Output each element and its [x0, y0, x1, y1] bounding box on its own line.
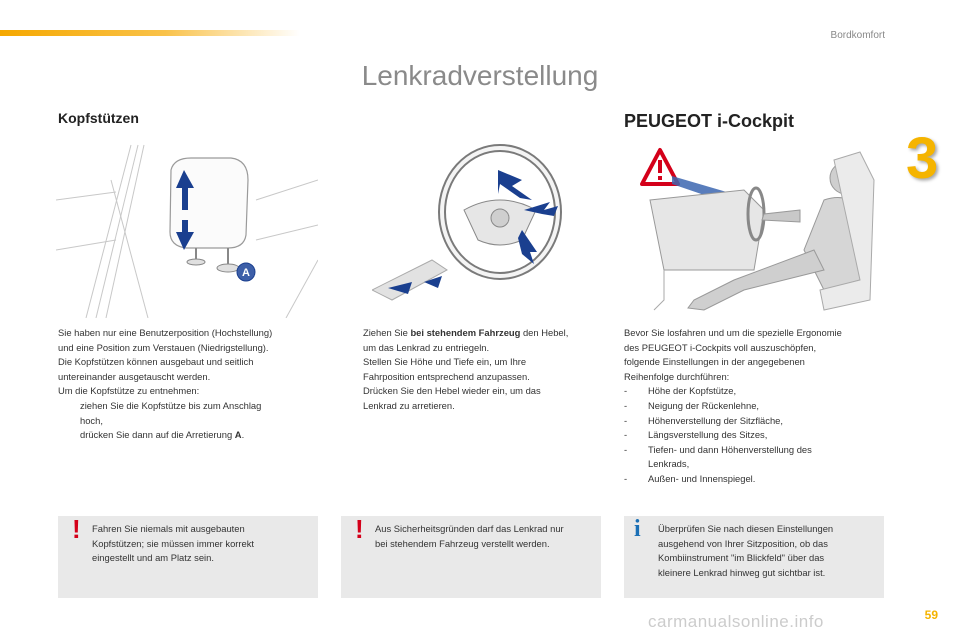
info-box: i Überprüfen Sie nach diesen Einstellungen ausgehend von Ihrer Sitzposition, ob das Kombiinstrument "im Blickfeld" über das kleinere Lenkrad hinweg gut sichtbar ist.: [624, 516, 884, 598]
warning-icon: !: [72, 514, 81, 544]
right-intro-line: des PEUGEOT i-Cockpits voll auszuschöpfen,: [624, 341, 817, 353]
list-item: - Außen- und Innenspiegel.: [624, 472, 756, 484]
list-item: - Höhenverstellung der Sitzfläche,: [624, 414, 783, 426]
left-intro-line: Sie haben nur eine Benutzerposition (Hochstellung): [58, 327, 273, 338]
i-cockpit-illustration: [624, 140, 882, 316]
watermark: carmanualsonline.info: [648, 612, 824, 631]
chapter-number: 3: [906, 126, 939, 191]
list-item: Drücken Sie den Hebel wieder ein, um das Lenkrad zu arretieren.: [363, 385, 541, 411]
callout-a: A: [242, 267, 250, 279]
heading-i-cockpit: PEUGEOT i-Cockpit: [624, 111, 795, 131]
list-item: - Höhe der Kopfstütze,: [624, 385, 737, 397]
left-intro-line: Die Kopfstützen können ausgebaut und seitlich: [58, 356, 254, 368]
list-item: Stellen Sie Höhe und Tiefe ein, um Ihre Fahrposition entsprechend anzupassen.: [363, 356, 530, 382]
left-intro-line: Um die Kopfstütze zu entnehmen:: [58, 385, 200, 397]
section-label: Bordkomfort: [830, 30, 885, 41]
list-item: drücken Sie dann auf die Arretierung A.: [80, 429, 245, 441]
warning-icon: !: [355, 514, 364, 544]
list-item: - Längsverstellung des Sitzes,: [624, 429, 768, 441]
heading-kopfstuetzen: Kopfstützen: [58, 110, 139, 126]
warning-box-headrest: ! Fahren Sie niemals mit ausgebauten Kopfstützen; sie müssen immer korrekt eingestellt und am Platz sein.: [58, 516, 318, 598]
left-text: [58, 326, 320, 443]
list-item: Ziehen Sie bei stehendem Fahrzeug den Hebel, um das Lenkrad zu entriegeln.: [363, 327, 569, 353]
list-item: - Tiefen- und dann Höhenverstellung des Lenkrads,: [624, 443, 812, 470]
list-item: - Neigung der Rückenlehne,: [624, 399, 760, 411]
right-intro-line: folgende Einstellungen in der angegebenen: [624, 356, 805, 368]
left-intro-line: und eine Position zum Verstauen (Niedrigstellung).: [58, 341, 269, 353]
right-intro-line: Bevor Sie losfahren und um die spezielle Ergonomie: [624, 327, 842, 338]
right-intro-line: Reihenfolge durchführen:: [624, 370, 730, 382]
warning-box-steering: ! Aus Sicherheitsgründen darf das Lenkrad nur bei stehendem Fahrzeug verstellt werden.: [341, 516, 601, 598]
right-text: [624, 326, 884, 487]
headrest-illustration: [56, 140, 318, 318]
list-item: ziehen Sie die Kopfstütze bis zum Anschlag hoch,: [80, 399, 262, 426]
accent-bar: [0, 30, 300, 36]
page-number: 59: [924, 608, 938, 622]
page-title: Lenkradverstellung: [361, 60, 599, 91]
middle-text: [341, 326, 603, 414]
left-intro-line: untereinander ausgetauscht werden.: [58, 370, 211, 382]
steering-wheel-illustration: [372, 140, 602, 308]
info-icon: i: [634, 516, 641, 542]
